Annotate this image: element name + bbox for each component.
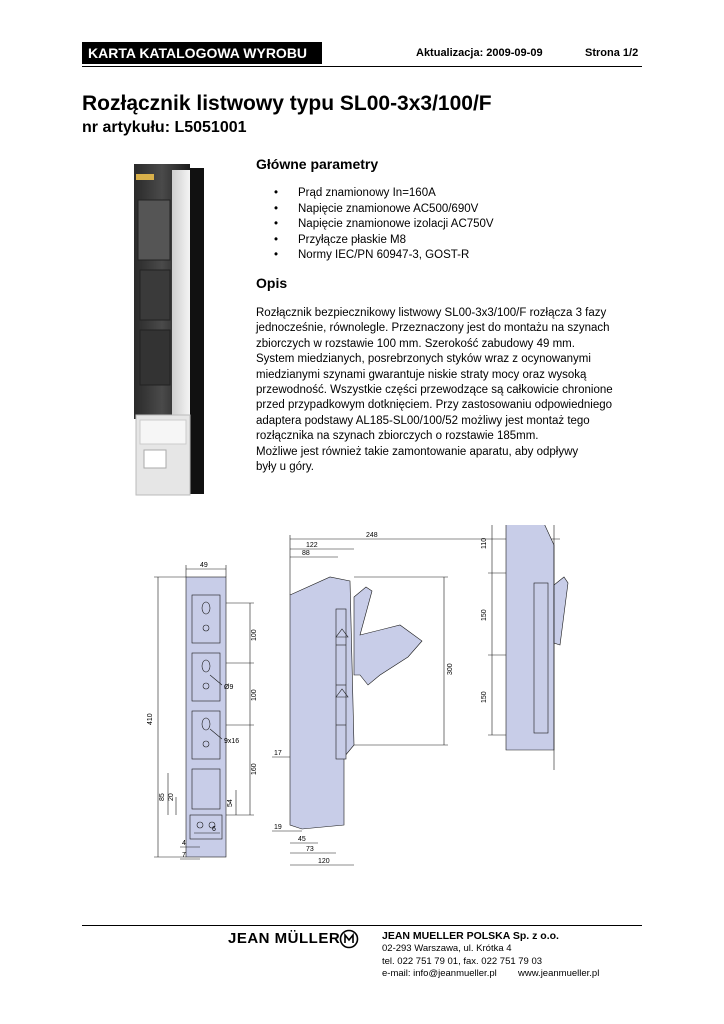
dim-label: 120 (318, 858, 330, 865)
description-line: jednocześnie, równolegle. Przeznaczony jest do montażu na szynach (256, 322, 610, 335)
address-line: 02-293 Warszawa, ul. Krótka 4 (382, 943, 512, 954)
param-item: • Normy IEC/PN 60947-3, GOST-R (256, 248, 494, 264)
update-date: Aktualizacja: 2009-09-09 (416, 47, 543, 59)
dim-label: 410 (147, 713, 154, 725)
footer-divider (82, 925, 642, 926)
dim-label: 85 (159, 793, 166, 801)
dim-label: 73 (306, 846, 314, 853)
params-heading: Główne parametry (256, 156, 379, 172)
param-item: • Przyłącze płaskie M8 (256, 233, 494, 249)
dim-label: 248 (366, 532, 378, 539)
dim-label: 9x16 (224, 738, 240, 745)
description-line: System miedzianych, posrebrzonych styków wraz z ocynowanymi (256, 353, 591, 366)
front-view (154, 565, 254, 859)
product-photo (126, 160, 216, 500)
params-list (256, 186, 494, 264)
dim-label: 6 (212, 826, 216, 833)
company-name: JEAN MUELLER POLSKA Sp. z o.o. (382, 930, 559, 942)
dim-label: Ø9 (224, 684, 234, 691)
dim-label: 122 (306, 542, 318, 549)
dim-label: 100 (251, 629, 258, 641)
description-heading: Opis (256, 275, 288, 291)
dim-label: 20 (168, 793, 175, 801)
header-divider (82, 66, 642, 67)
page-number: Strona 1/2 (585, 47, 639, 59)
dim-label: 88 (302, 550, 310, 557)
param-item: • Napięcie znamionowe izolacji AC750V (256, 217, 494, 233)
website-link[interactable]: www.jeanmueller.pl (518, 968, 600, 979)
dim-label: 19 (274, 824, 282, 831)
dim-label: 160 (251, 763, 258, 775)
description-line: Rozłącznik bezpiecznikowy listwowy SL00-3x3/100/F rozłącza 3 fazy (256, 307, 607, 319)
dim-label: 49 (200, 562, 208, 569)
description-line: przewodność. Wszystkie części przewodzące są całkowicie chronione (256, 384, 613, 397)
description-line: przed przypadkowym dotknięciem. Przy zastosowaniu odpowiedniego (256, 399, 613, 412)
dim-label: 45 (298, 836, 306, 843)
technical-drawing (140, 525, 570, 875)
right-view (488, 525, 568, 770)
dim-label: 4 (182, 840, 186, 847)
description-line: adaptera podstawy AL185-SL00/100/52 możliwy jest montaż tego (256, 414, 590, 427)
company-logo: JEAN MÜLLER (228, 930, 341, 947)
dim-label: 100 (251, 689, 258, 701)
company-address (382, 943, 542, 968)
catalog-label: KARTA KATALOGOWA WYROBU (82, 42, 322, 64)
dim-label: 110 (481, 537, 488, 549)
param-item: • Prąd znamionowy In=160A (256, 186, 494, 202)
phone-line: tel. 022 751 79 01, fax. 022 751 79 03 (382, 955, 543, 967)
dim-label: 7 (182, 852, 186, 859)
description-line: Możliwe jest również takie zamontowanie aparatu, aby odpływy (256, 445, 579, 458)
description-line: zbiorczych w rozstawie 100 mm. Szerokość zabudowy 49 mm. (256, 337, 575, 350)
dim-label: 300 (447, 663, 454, 675)
description-text (256, 306, 636, 475)
dim-label: 17 (274, 750, 282, 757)
param-item: • Napięcie znamionowe AC500/690V (256, 202, 494, 218)
logo-emblem-icon (339, 929, 359, 949)
description-line: rozłącznika na szynach zbiorczych o rozstawie 185mm. (256, 430, 539, 443)
dim-label: 54 (227, 799, 234, 807)
dim-label: 150 (481, 609, 488, 621)
page-title: Rozłącznik listwowy typu SL00-3x3/100/F (82, 92, 492, 115)
article-number: nr artykułu: L5051001 (82, 119, 247, 136)
right-dim-labels (481, 538, 488, 703)
description-line: były u góry. (256, 461, 314, 474)
email-link[interactable]: e-mail: info@jeanmueller.pl (382, 968, 497, 979)
description-line: miedzianymi szynami gwarantuje niskie straty mocy oraz wysoką (256, 368, 587, 381)
dim-label: 150 (481, 691, 488, 703)
